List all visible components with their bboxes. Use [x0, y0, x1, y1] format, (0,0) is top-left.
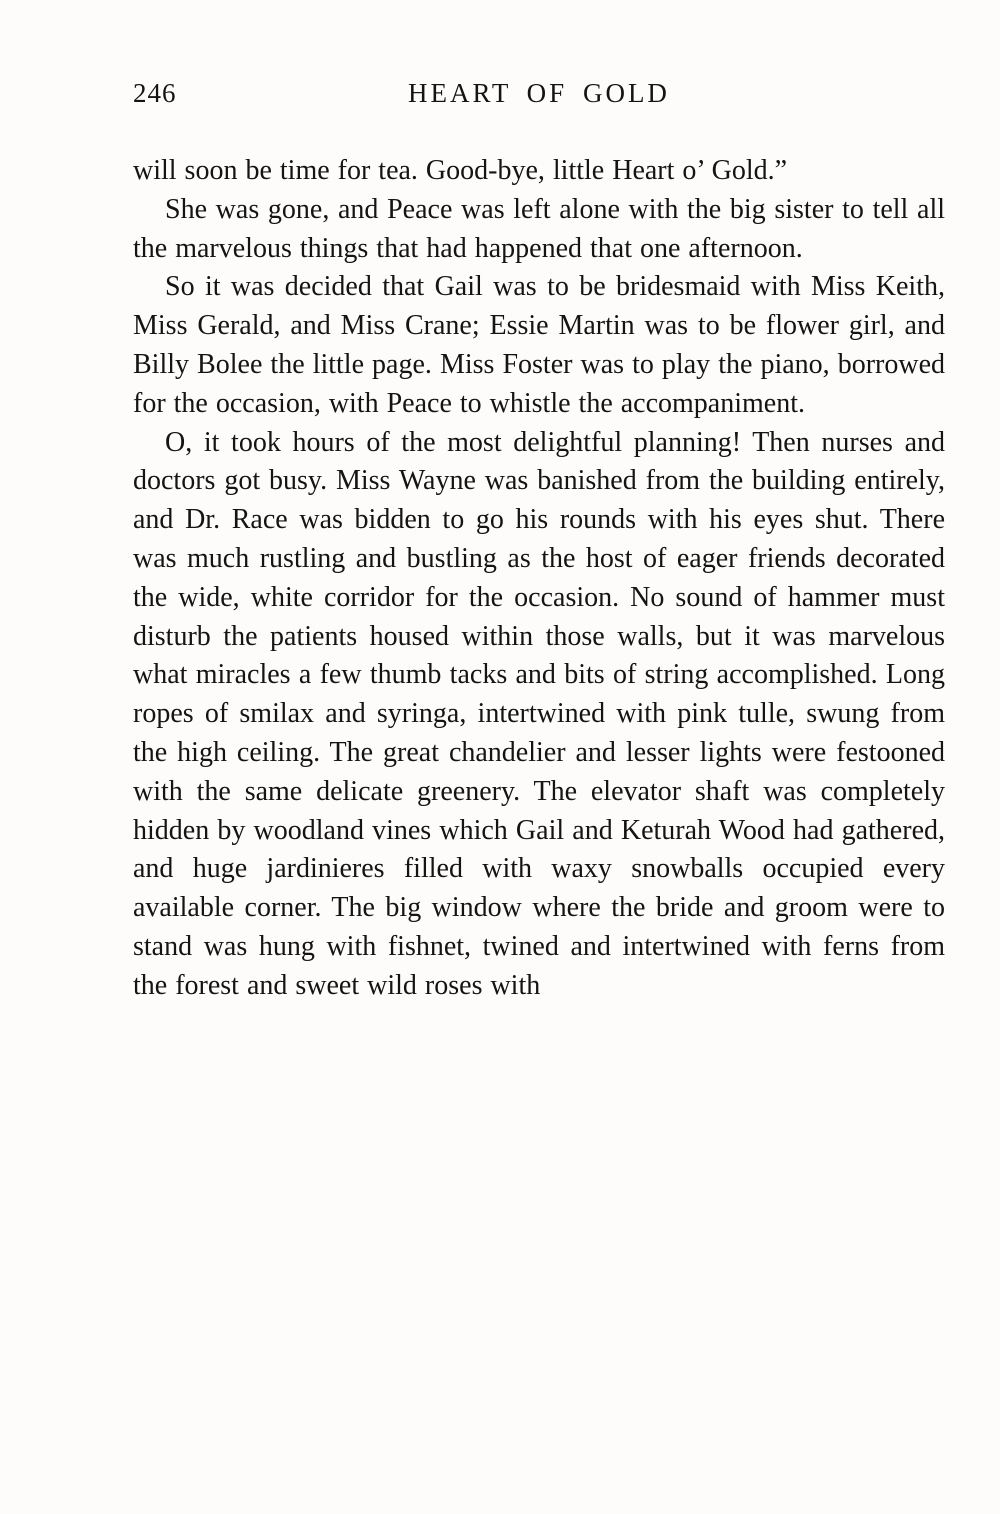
- paragraph-continuation: will soon be time for tea. Good-bye, little Heart o’ Gold.”: [133, 155, 788, 186]
- paragraph: She was gone, and Peace was left alone with the big sister to tell all the marvelous things that had happened that one afternoon.: [133, 193, 945, 264]
- paragraph: So it was decided that Gail was to be bridesmaid with Miss Keith, Miss Gerald, and Miss Crane; Essie Martin was to be flower girl, and Billy Bolee the little page. Miss Foster was to play the piano, borrowed for the occasion, with Peace to whistle the accompaniment.: [133, 271, 945, 419]
- page-header: [133, 78, 945, 112]
- page-number: 246: [133, 78, 177, 108]
- page-body: [133, 152, 945, 1006]
- paragraph: O, it took hours of the most delightful planning! Then nurses and doctors got busy. Miss Wayne was banished from the building entirely, and Dr. Race was bidden to go his rounds with his eyes shut. There was much rustling and bustling as the host of eager friends decorated the wide, white corridor for the occasion. No sound of hammer must disturb the patients housed within those walls, but it was marvelous what miracles a few thumb tacks and bits of string accomplished. Long ropes of smilax and syringa, intertwined with pink tulle, swung from the high ceiling. The great chandelier and lesser lights were festooned with the same delicate greenery. The elevator shaft was completely hidden by woodland vines which Gail and Keturah Wood had gathered, and huge jardinieres filled with waxy snowballs occupied every available corner. The big window where the bride and groom were to stand was hung with fishnet, twined and intertwined with ferns from the forest and sweet wild roses with: [133, 426, 945, 1001]
- running-title: HEART OF GOLD: [408, 78, 670, 108]
